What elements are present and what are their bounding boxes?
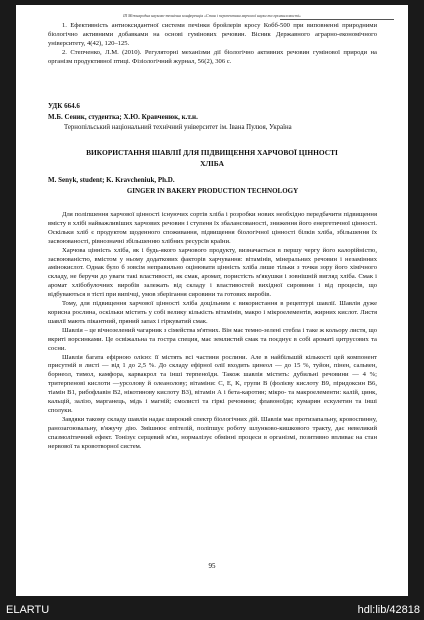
body-paragraph: Шавлія багата ефірною олією: її містять всі частини рослини. Але в найбільшій кількості цей компонент присутній в листі — від 1 до 2,5 %. До складу ефірної олії входить цинеол — до 15 %, туйон, пінен, сальвен, борнеол, тимол, камфора, карвакрол та інші терпеноїди. Також шавлія містить: дубильні речовини — 4 %; тритерпенові кислоти —урсолову й олеанолову; вітаміни: C, E, K, групи В (фолієву кислоту В9, піридоксин В6, тіамін В1, рибофлавін В2, нікотинову кислоту В3), вітамін А і бета-каротин; мікро- та макроелементи: калій, цинк, кальцій, залізо, марганець, мідь і магній; смолисті та гіркі речовини; флавоноїди; кумарин ескулетин та інші сполуки. bbox=[48, 353, 377, 414]
authors-en: M. Senyk, student; K. Kravcheniuk, Ph.D. bbox=[48, 176, 175, 184]
body-paragraph: Завдяки такому складу шавлія надає широкий спектр біологічних дій. Шавлія має протизапальну, кровоспинну, ранозагоювальну, в'яжучу дію. Змішнює епітелій, поліпшує роботу шлунково-кишкового тракту, дає невеликий спазмолітичний ефект. Тонізує серцевий м'яз, нормалізує обмінні процеси в організмі, позитивно впливає на стан нервової та кровотворної систем. bbox=[48, 415, 377, 450]
authors-ua: М.Б. Сеник, студентка; Х.Ю. Кравченюк, к.т.н. bbox=[48, 113, 198, 121]
udk-code: УДК 664.6 bbox=[48, 102, 80, 110]
header-rule bbox=[280, 19, 394, 20]
footer-repository-label: ELARTU bbox=[6, 604, 50, 616]
body-paragraph: Тому, для підвищення харчової цінності хліба доцільним є використання в рецептурі шавлії. Шавлія дуже корисна рослина, оскільки містить у собі велику кількість вітамінів, макро і мікроелементів, жирних кислот. Листя шавлії мають пікантний, пряний запах і гіркуватий смак. bbox=[48, 300, 377, 325]
page-number: 95 bbox=[208, 562, 216, 570]
running-header: ІІІ Міжнародна науково-технічна конференція «Стан і перспективи харчової науки та промисловості» bbox=[123, 13, 301, 18]
body-paragraph: Харчова цінність хліба, як і будь-якого харчового продукту, визначається в першу чергу його калорійністю, засвоюваністю, вмістом у ньому додаткових факторів харчування: вітамінів, мінеральних речовин і незамінних амінокислот. Однак було б зовсім неправильно оцінювати цінність хліба лише тільки з точки зору його хімічного складу, не беручи до уваги такі властивості, як смак, аромат, пористість м'якушки і зовнішній вигляд хліба. Смак і аромат хлібобулочних виробів залежать від складу і властивостей вихідної сировини і від процесів, що відбуваються в тісті при випічці, умов зберігання сировини та готових виробів. bbox=[48, 246, 377, 299]
footer-handle-link[interactable]: hdl:lib/42818 bbox=[357, 604, 420, 616]
reference-item: 1. Ефективність антиоксидантної системи печінки бройлерів кросу Кобб-500 при виповненні природними біологічно активними добавками на основі гумінових речовин. Вісник Державного аграрно-економічного університету, 4(42), 120–125. bbox=[48, 22, 377, 47]
body-paragraph: Для поліпшення харчової цінності існуючих сортів хліба і розробки нових необхідно передбачити підвищення вмісту в хлібі найважливіших харчових речовин і ступеня їх збалансованості, зниження його енергетичної цінності. Оскільки хліб є продуктом щоденного споживання, підвищення біологічної цінності білків хліба, збільшення їх засвоюваності, рівнозначні збільшенню хлібних ресурсів країни. bbox=[48, 211, 377, 245]
document-page bbox=[16, 5, 408, 596]
reference-list bbox=[48, 22, 377, 67]
title-en: GINGER IN BAKERY PRODUCTION TECHNOLOGY bbox=[126, 187, 299, 195]
body-paragraph: Шавлія – це вічнозелений чагарник з сімейства м'ятних. Він має темно-зелені стебла і таке ж кольору листя, що вкриті ворсинками. Це освіжальна та гостра специя, має землистий смак та поєднує в собі ароматі цитрусових та сосни. bbox=[48, 326, 377, 352]
article-body bbox=[48, 211, 377, 451]
affiliation: Тернопільський національний технічний університет ім. Івана Пулюя, Україна bbox=[64, 124, 292, 131]
reference-item: 2. Степченко, Л.М. (2010). Регуляторні механізми дії біологічно активних речовин гумінової природи на організм продуктивної птиці. Фізіологічний журнал, 56(2), 306 с. bbox=[48, 48, 377, 65]
title-ua: ВИКОРИСТАННЯ ШАВЛІЇ ДЛЯ ПІДВИЩЕННЯ ХАРЧОВОЇ ЦІННОСТІ ХЛІБА bbox=[86, 148, 338, 168]
